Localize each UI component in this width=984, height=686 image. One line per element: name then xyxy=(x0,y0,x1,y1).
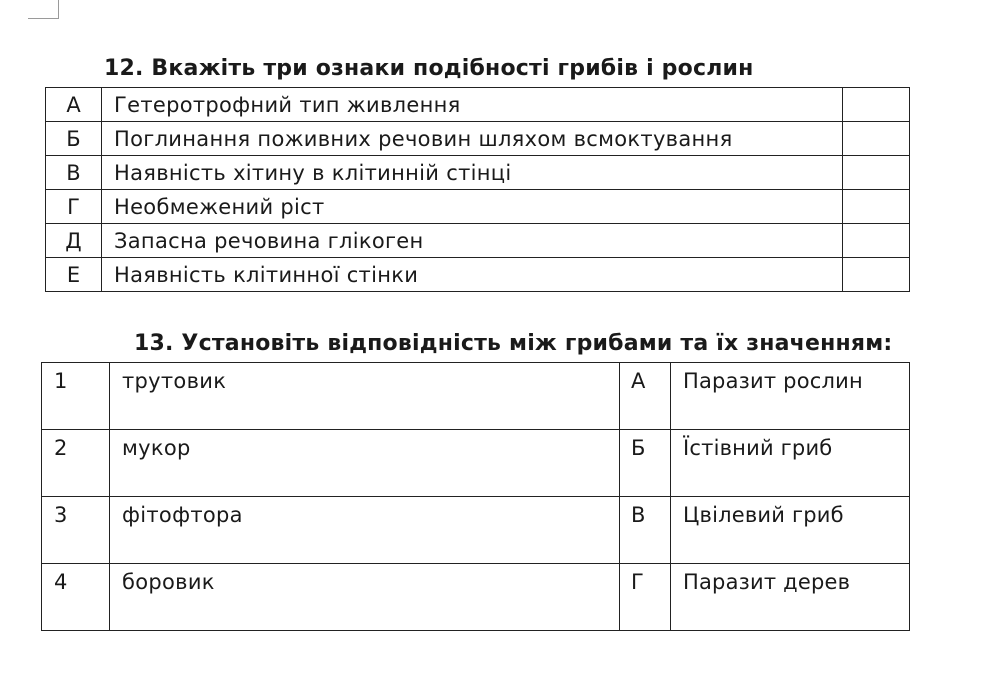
meaning-text: Їстівний гриб xyxy=(671,430,910,497)
table-row xyxy=(46,88,910,122)
answer-cell[interactable] xyxy=(843,224,910,258)
table-row xyxy=(46,190,910,224)
answer-cell[interactable] xyxy=(843,190,910,224)
answer-cell[interactable] xyxy=(843,88,910,122)
fungus-number: 3 xyxy=(42,497,110,564)
question-13-title: 13. Установіть відповідність між грибами та їх значенням: xyxy=(134,331,893,356)
page-corner-mark xyxy=(28,0,59,19)
fungus-number: 4 xyxy=(42,564,110,631)
answer-cell[interactable] xyxy=(843,156,910,190)
meaning-letter: Г xyxy=(620,564,671,631)
table-row xyxy=(46,258,910,292)
option-letter: Г xyxy=(46,190,102,224)
option-text: Запасна речовина глікоген xyxy=(102,224,843,258)
table-row xyxy=(46,122,910,156)
table-row xyxy=(42,363,910,430)
option-letter: Б xyxy=(46,122,102,156)
option-letter: В xyxy=(46,156,102,190)
option-text: Гетеротрофний тип живлення xyxy=(102,88,843,122)
meaning-letter: А xyxy=(620,363,671,430)
table-row xyxy=(42,430,910,497)
meaning-text: Цвілевий гриб xyxy=(671,497,910,564)
question-12-title: 12. Вкажіть три ознаки подібності грибів і рослин xyxy=(104,56,754,81)
fungus-name: мукор xyxy=(110,430,620,497)
meaning-text: Паразит дерев xyxy=(671,564,910,631)
fungus-name: боровик xyxy=(110,564,620,631)
answer-cell[interactable] xyxy=(843,258,910,292)
table-row xyxy=(42,497,910,564)
question-13-table xyxy=(41,362,910,631)
meaning-text: Паразит рослин xyxy=(671,363,910,430)
option-letter: А xyxy=(46,88,102,122)
fungus-name: фітофтора xyxy=(110,497,620,564)
fungus-name: трутовик xyxy=(110,363,620,430)
question-12-table xyxy=(45,87,910,292)
option-letter: Е xyxy=(46,258,102,292)
table-row xyxy=(42,564,910,631)
table-row xyxy=(46,156,910,190)
fungus-number: 2 xyxy=(42,430,110,497)
option-text: Наявність клітинної стінки xyxy=(102,258,843,292)
option-text: Наявність хітину в клітинній стінці xyxy=(102,156,843,190)
option-letter: Д xyxy=(46,224,102,258)
fungus-number: 1 xyxy=(42,363,110,430)
option-text: Необмежений ріст xyxy=(102,190,843,224)
meaning-letter: Б xyxy=(620,430,671,497)
answer-cell[interactable] xyxy=(843,122,910,156)
meaning-letter: В xyxy=(620,497,671,564)
table-row xyxy=(46,224,910,258)
option-text: Поглинання поживних речовин шляхом всмоктування xyxy=(102,122,843,156)
